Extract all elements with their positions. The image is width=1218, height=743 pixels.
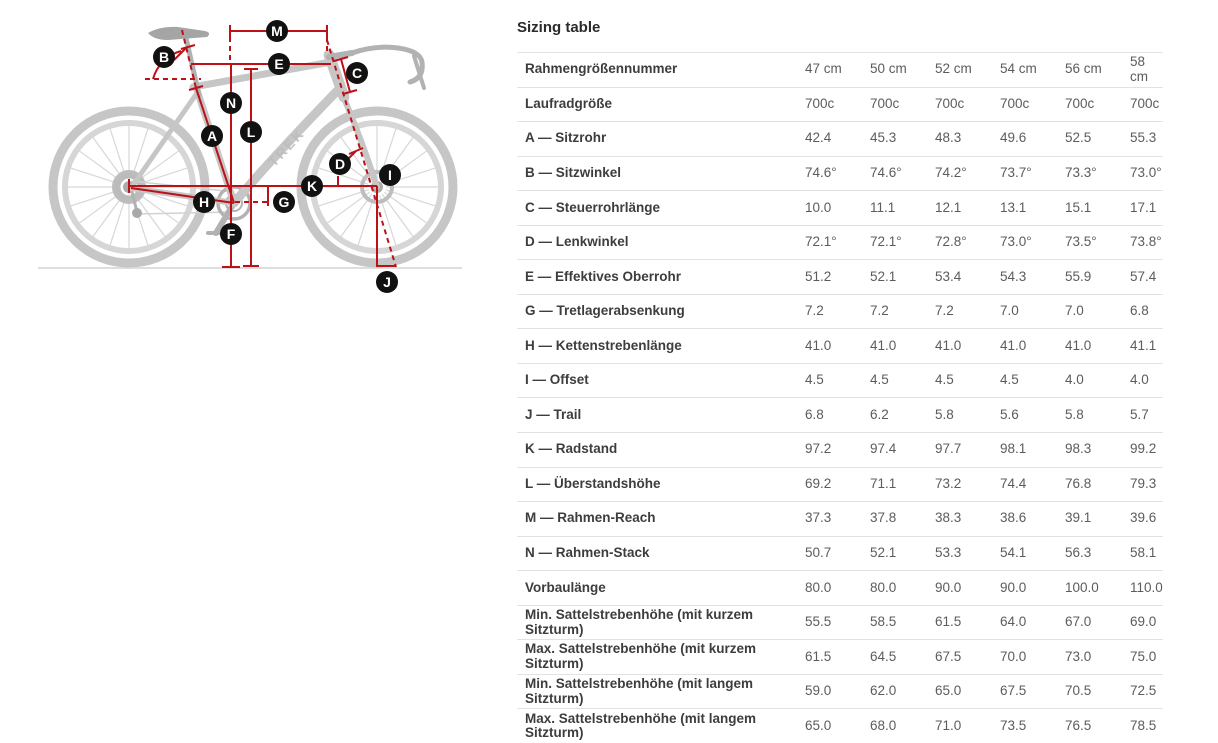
- table-row: [517, 398, 1163, 433]
- row-value: 38.6: [1000, 510, 1027, 526]
- bike-illustration: [53, 27, 453, 263]
- row-value: 79.3: [1130, 475, 1157, 491]
- marker-letter: B: [158, 49, 170, 65]
- row-value: 4.5: [870, 372, 889, 388]
- table-row: [517, 53, 1163, 88]
- row-label: M — Rahmen-Reach: [525, 510, 656, 526]
- row-value: 80.0: [805, 579, 832, 595]
- row-value: 47 cm: [805, 61, 842, 77]
- marker-letter: N: [225, 95, 237, 111]
- table-row: [517, 156, 1163, 191]
- row-value: 39.6: [1130, 510, 1157, 526]
- table-row: [517, 225, 1163, 260]
- row-value: 70.0: [1000, 648, 1027, 664]
- row-value: 52.1: [870, 268, 897, 284]
- row-value: 6.2: [870, 406, 889, 422]
- row-label: H — Kettenstrebenlänge: [525, 337, 682, 353]
- row-value: 10.0: [805, 199, 832, 215]
- row-value: 51.2: [805, 268, 832, 284]
- table-row: [517, 536, 1163, 571]
- row-value: 72.5: [1130, 683, 1157, 699]
- bike-geometry-svg: [0, 0, 500, 310]
- row-value: 41.0: [1000, 337, 1027, 353]
- row-value: 62.0: [870, 683, 897, 699]
- table-row: [517, 640, 1163, 675]
- row-value: 59.0: [805, 683, 832, 699]
- row-label: Laufradgröße: [525, 95, 613, 111]
- row-value: 99.2: [1130, 441, 1157, 457]
- marker-C: [346, 62, 368, 84]
- row-value: 69.0: [1130, 614, 1157, 630]
- marker-G: [273, 191, 295, 213]
- marker-N: [220, 92, 242, 114]
- row-value: 50.7: [805, 545, 832, 560]
- row-label: D — Lenkwinkel: [525, 234, 629, 250]
- marker-letter: G: [278, 194, 290, 210]
- marker-D: [329, 153, 351, 175]
- row-value: 67.5: [935, 648, 962, 664]
- marker-letter: C: [351, 65, 363, 81]
- marker-letter: K: [306, 178, 318, 194]
- top-tube: [193, 62, 331, 87]
- row-value: 68.0: [870, 717, 897, 733]
- row-value: 48.3: [935, 130, 962, 146]
- marker-letter: M: [271, 23, 283, 39]
- row-label: Vorbaulänge: [525, 579, 606, 595]
- row-value: 90.0: [935, 579, 962, 595]
- row-value: 41.0: [870, 337, 897, 353]
- row-label: G — Tretlagerabsenkung: [525, 303, 685, 319]
- row-value: 39.1: [1065, 510, 1092, 526]
- row-value: 97.7: [935, 441, 962, 457]
- row-label: E — Effektives Oberrohr: [525, 268, 682, 284]
- row-value: 73.0°: [1000, 234, 1032, 250]
- row-value: 52 cm: [935, 61, 972, 77]
- row-value: 74.2°: [935, 164, 967, 180]
- row-value: 64.5: [870, 648, 897, 664]
- row-value: 98.3: [1065, 441, 1092, 457]
- row-value: 4.0: [1130, 372, 1149, 388]
- row-value: 54 cm: [1000, 61, 1037, 77]
- row-value: 73.5: [1000, 717, 1027, 733]
- row-value: 73.5°: [1065, 234, 1097, 250]
- row-value: 38.3: [935, 510, 962, 526]
- saddle: [148, 27, 209, 40]
- row-value: 61.5: [935, 614, 962, 630]
- row-value: 67.5: [1000, 683, 1027, 699]
- marker-letter: H: [198, 194, 210, 210]
- row-value: 58.5: [870, 614, 897, 630]
- row-value: 4.5: [1000, 372, 1019, 388]
- marker-K: [301, 175, 323, 197]
- row-value: 7.2: [870, 303, 889, 319]
- marker-B: [153, 46, 175, 68]
- marker-letter: A: [206, 128, 218, 144]
- row-value: 65.0: [805, 717, 832, 733]
- row-label: Rahmengrößennummer: [525, 61, 678, 77]
- row-value: 45.3: [870, 130, 897, 146]
- row-value: 37.8: [870, 510, 897, 526]
- row-value: 90.0: [1000, 579, 1027, 595]
- row-value: 97.4: [870, 441, 897, 457]
- marker-letter: D: [334, 156, 346, 172]
- row-value: 72.1°: [805, 234, 837, 250]
- row-value: 5.8: [1065, 406, 1084, 422]
- table-row: [517, 122, 1163, 157]
- table-row: [517, 467, 1163, 502]
- row-value: 5.7: [1130, 406, 1149, 422]
- row-label: Min. Sattelstrebenhöhe (mit kurzem Sitzturm): [525, 606, 754, 637]
- row-value: 64.0: [1000, 614, 1027, 630]
- row-value: 57.4: [1130, 268, 1157, 284]
- marker-F: [220, 223, 242, 245]
- table-row: [517, 433, 1163, 468]
- table-row: [517, 709, 1163, 743]
- row-value: 56.3: [1065, 545, 1092, 560]
- row-value: 5.8: [935, 406, 954, 422]
- marker-L: [240, 121, 262, 143]
- row-value: 74.6°: [805, 164, 837, 180]
- row-value: 700c: [1130, 95, 1160, 111]
- row-value: 6.8: [1130, 303, 1149, 319]
- row-value: 700c: [805, 95, 835, 111]
- table-row: [517, 329, 1163, 364]
- row-label: L — Überstandshöhe: [525, 475, 661, 491]
- row-label: Min. Sattelstrebenhöhe (mit langem Sitzturm): [525, 675, 754, 706]
- row-value: 58 cm: [1130, 53, 1148, 84]
- row-value: 6.8: [805, 406, 824, 422]
- row-label: J — Trail: [525, 406, 582, 422]
- row-value: 58.1: [1130, 545, 1157, 560]
- row-value: 52.1: [870, 545, 897, 560]
- row-value: 7.2: [935, 303, 954, 319]
- row-value: 700c: [935, 95, 965, 111]
- table-row: [517, 260, 1163, 295]
- row-value: 76.5: [1065, 717, 1092, 733]
- table-row: [517, 502, 1163, 537]
- row-value: 71.1: [870, 475, 897, 491]
- marker-letter: F: [226, 226, 236, 242]
- row-label: Max. Sattelstrebenhöhe (mit langem Sitzturm): [525, 710, 757, 741]
- row-value: 12.1: [935, 199, 962, 215]
- row-value: 49.6: [1000, 130, 1027, 146]
- row-value: 41.0: [935, 337, 962, 353]
- standover-line-L: [243, 69, 259, 266]
- row-value: 53.4: [935, 268, 962, 284]
- row-value: 65.0: [935, 683, 962, 699]
- marker-letter: L: [246, 124, 256, 140]
- row-value: 41.0: [1065, 337, 1092, 353]
- table-row: [517, 363, 1163, 398]
- marker-M: [266, 20, 288, 42]
- table-row: [517, 571, 1163, 606]
- row-value: 54.1: [1000, 545, 1027, 560]
- table-row: [517, 191, 1163, 226]
- row-label: B — Sitzwinkel: [525, 164, 622, 180]
- row-value: 55.5: [805, 614, 832, 630]
- row-value: 75.0: [1130, 648, 1157, 664]
- row-value: 73.0: [1065, 648, 1092, 664]
- row-value: 37.3: [805, 510, 832, 526]
- row-value: 54.3: [1000, 268, 1027, 284]
- row-value: 15.1: [1065, 199, 1092, 215]
- row-value: 73.3°: [1065, 164, 1097, 180]
- marker-I: [379, 164, 401, 186]
- row-value: 55.9: [1065, 268, 1092, 284]
- row-value: 7.0: [1000, 303, 1019, 319]
- marker-letter: J: [383, 274, 391, 290]
- row-value: 67.0: [1065, 614, 1092, 630]
- row-value: 97.2: [805, 441, 832, 457]
- row-value: 4.0: [1065, 372, 1084, 388]
- row-label: Max. Sattelstrebenhöhe (mit kurzem Sitzturm): [525, 641, 757, 672]
- row-value: 72.1°: [870, 234, 902, 250]
- row-label: I — Offset: [525, 372, 589, 388]
- row-value: 11.1: [870, 199, 896, 215]
- row-value: 4.5: [805, 372, 824, 388]
- bike-geometry-diagram: [0, 0, 500, 310]
- stem: [329, 53, 352, 57]
- row-value: 73.7°: [1000, 164, 1032, 180]
- row-value: 17.1: [1130, 199, 1157, 215]
- row-value: 110.0: [1130, 579, 1163, 595]
- row-value: 700c: [1000, 95, 1030, 111]
- marker-E: [268, 53, 290, 75]
- row-value: 7.0: [1065, 303, 1084, 319]
- row-value: 100.0: [1065, 579, 1099, 595]
- frame-logo: TREK: [264, 124, 308, 170]
- row-value: 74.4: [1000, 475, 1027, 491]
- table-row: [517, 87, 1163, 122]
- marker-H: [193, 191, 215, 213]
- row-value: 50 cm: [870, 61, 907, 77]
- row-value: 78.5: [1130, 717, 1157, 733]
- sizing-table: [517, 52, 1163, 743]
- row-value: 98.1: [1000, 441, 1027, 457]
- row-value: 74.6°: [870, 164, 902, 180]
- row-value: 41.0: [805, 337, 832, 353]
- section-title: Sizing table: [517, 19, 601, 36]
- row-value: 56 cm: [1065, 61, 1102, 77]
- marker-letter: E: [274, 56, 284, 72]
- row-value: 73.2: [935, 475, 962, 491]
- row-value: 42.4: [805, 130, 832, 146]
- table-row: [517, 674, 1163, 709]
- row-value: 52.5: [1065, 130, 1092, 146]
- table-row: [517, 294, 1163, 329]
- sizing-table-body: [517, 53, 1163, 743]
- row-value: 41.1: [1130, 337, 1157, 353]
- row-value: 76.8: [1065, 475, 1092, 491]
- row-value: 53.3: [935, 545, 962, 560]
- marker-A: [201, 125, 223, 147]
- row-value: 5.6: [1000, 406, 1019, 422]
- row-value: 55.3: [1130, 130, 1157, 146]
- row-value: 700c: [1065, 95, 1095, 111]
- row-value: 700c: [870, 95, 900, 111]
- row-value: 7.2: [805, 303, 824, 319]
- row-value: 70.5: [1065, 683, 1092, 699]
- row-value: 72.8°: [935, 234, 967, 250]
- row-label: C — Steuerrohrlänge: [525, 199, 661, 215]
- row-value: 73.8°: [1130, 234, 1162, 250]
- row-value: 80.0: [870, 579, 897, 595]
- row-value: 13.1: [1000, 199, 1027, 215]
- marker-J: [376, 271, 398, 293]
- marker-letter: I: [388, 167, 392, 183]
- row-value: 71.0: [935, 717, 962, 733]
- row-value: 69.2: [805, 475, 832, 491]
- row-value: 61.5: [805, 648, 832, 664]
- row-label: N — Rahmen-Stack: [525, 545, 650, 560]
- row-label: A — Sitzrohr: [525, 130, 607, 146]
- table-row: [517, 605, 1163, 640]
- row-value: 73.0°: [1130, 164, 1162, 180]
- row-value: 4.5: [935, 372, 954, 388]
- row-label: K — Radstand: [525, 441, 618, 457]
